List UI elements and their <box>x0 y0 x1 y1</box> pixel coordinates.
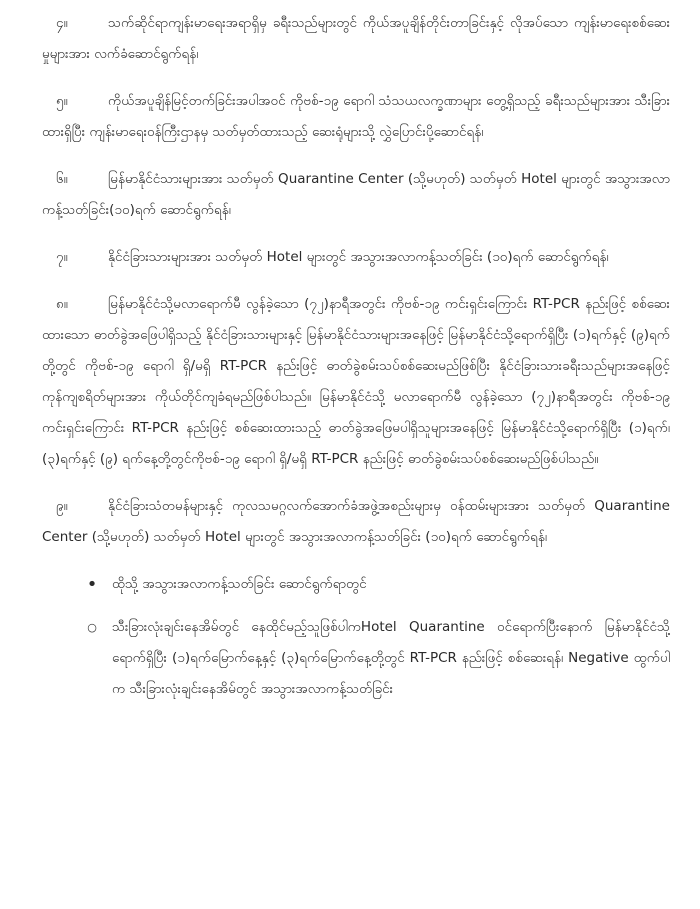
paragraph-number: ၇။ <box>56 249 68 265</box>
paragraph-number: ၈။ <box>56 296 68 312</box>
bullet-text: သီးခြားလုံးချင်းနေအိမ်တွင် နေထိုင်မည့်သူဖြစ်ပါကHotel Quarantine ဝင်ရောက်ပြီးနောက် မြန်မာနိုင်ငံသို့ရောက်ရှိပြီး (၁)ရက်မြောက်နေ့နှင့် (၃)ရက်မြောက်နေ့တို့တွင် RT-PCR နည်းဖြင့် စစ်ဆေးရန်၊ Negative ထွက်ပါက သီးခြားလုံးချင်းနေအိမ်တွင် အသွားအလာကန့်သတ်ခြင်း <box>112 619 670 697</box>
paragraph-5 <box>42 86 670 148</box>
paragraph-text: သက်ဆိုင်ရာကျန်းမာရေးအရာရှိမှ ခရီးသည်များတွင် ကိုယ်အပူချိန်တိုင်းတာခြင်းနှင့် လိုအပ်သော ကျန်းမာရေးစစ်ဆေးမှုများအား လက်ခံဆောင်ရွက်ရန်၊ <box>42 15 670 62</box>
paragraph-text: နိုင်ငံခြားသံတမန်များနှင့် ကုလသမဂ္ဂလက်အောက်ခံအဖွဲ့အစည်းများမှ ဝန်ထမ်းများအား သတ်မှတ် Quarantine Center (သို့မဟုတ်) သတ်မှတ် Hotel များတွင် အသွားအလာကန့်သတ်ခြင်း (၁၀)ရက် ဆောင်ရွက်ရန်၊ <box>42 498 670 545</box>
paragraph-6 <box>42 164 670 226</box>
bullet-text: ထိုသို့ အသွားအလာကန့်သတ်ခြင်း ဆောင်ရွက်ရာတွင် <box>112 576 367 592</box>
paragraph-8 <box>42 289 670 475</box>
hollow-bullet-icon <box>82 612 102 643</box>
paragraph-number: ၅။ <box>56 93 68 109</box>
paragraph-number: ၄။ <box>56 15 68 31</box>
paragraph-number: ၆။ <box>56 171 68 187</box>
paragraph-9 <box>42 491 670 553</box>
paragraph-number: ၉။ <box>56 498 68 514</box>
paragraph-7 <box>42 242 670 273</box>
paragraph-text: မြန်မာနိုင်ငံသားများအား သတ်မှတ် Quarantine Center (သို့မဟုတ်) သတ်မှတ် Hotel များတွင် အသွားအလာကန့်သတ်ခြင်း(၁၀)ရက် ဆောင်ရွက်ရန်၊ <box>42 171 670 218</box>
bullet-item-quarantine <box>82 569 670 600</box>
paragraph-text: နိုင်ငံခြားသားများအား သတ်မှတ် Hotel များတွင် အသွားအလာကန့်သတ်ခြင်း (၁၀)ရက် ဆောင်ရွက်ရန်၊ <box>108 249 609 265</box>
bullet-item-home-isolation <box>82 612 670 705</box>
paragraph-text: မြန်မာနိုင်ငံသို့မလာရောက်မီ လွန်ခဲ့သော (၇၂)နာရီအတွင်း ကိုဗစ်-၁၉ ကင်းရှင်းကြောင်း RT-PCR နည်းဖြင့် စစ်ဆေးထားသော ဓာတ်ခွဲအဖြေပါရှိသည့် နိုင်ငံခြားသားများနှင့် မြန်မာနိုင်ငံသားများအနေဖြင့် မြန်မာနိုင်ငံသို့ရောက်ရှိပြီး (၁)ရက်နှင့် (၉)ရက်တို့တွင် ကိုဗစ်-၁၉ ရောဂါ ရှိ/မရှိ RT-PCR နည်းဖြင့် ဓာတ်ခွဲစမ်းသပ်စစ်ဆေးမည်ဖြစ်ပြီး နိုင်ငံခြားသားခရီးသည်များအနေဖြင့် ကုန်ကျစရိတ်များအား ကိုယ်တိုင်ကျခံရမည်ဖြစ်ပါသည်။ မြန်မာနိုင်ငံသို့ မလာရောက်မီ လွန်ခဲ့သော (၇၂)နာရီအတွင်း ကိုဗစ်-၁၉ ကင်းရှင်းကြောင်း RT-PCR နည်းဖြင့် စစ်ဆေးထားသည့် ဓာတ်ခွဲအဖြေမပါရှိသူများအနေဖြင့် မြန်မာနိုင်ငံသို့ရောက်ရှိပြီး (၁)ရက်၊ (၃)ရက်နှင့် (၉) ရက်နေ့တို့တွင်ကိုဗစ်-၁၉ ရောဂါ ရှိ/မရှိ RT-PCR နည်းဖြင့် ဓာတ်ခွဲစမ်းသပ်စစ်ဆေးမည်ဖြစ်ပါသည်။ <box>42 296 670 467</box>
paragraph-text: ကိုယ်အပူချိန်မြင့်တက်ခြင်းအပါအဝင် ကိုဗစ်-၁၉ ရောဂါ သံသယလက္ခဏာများ တွေ့ရှိသည့် ခရီးသည်များအား သီးခြားထားရှိပြီး ကျန်းမာရေးဝန်ကြီးဌာနမှ သတ်မှတ်ထားသည့် ဆေးရုံများသို့ လွှဲပြောင်းပို့ဆောင်ရန်၊ <box>42 93 670 140</box>
filled-bullet-icon <box>82 569 102 602</box>
paragraph-4 <box>42 8 670 70</box>
